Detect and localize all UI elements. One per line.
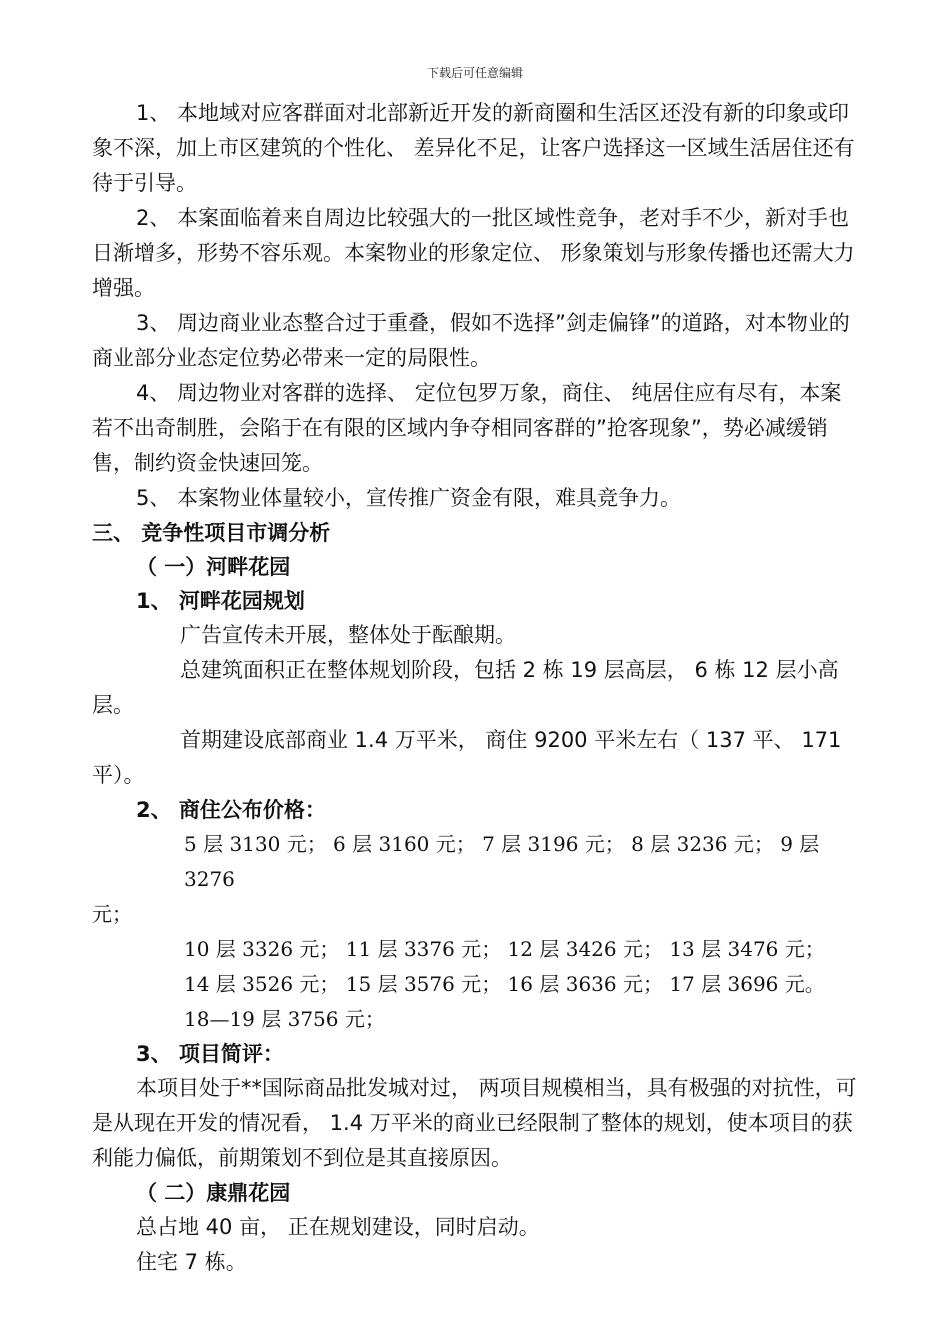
subsection-heading-b: （ 二）康鼎花园 (136, 1181, 291, 1205)
item-heading-a1: 1、 河畔花园规划 (136, 589, 305, 613)
paragraph-3: 3、 周边商业业态整合过于重叠，假如不选择”剑走偏锋”的道路，对本物业的商业部分业态定位势必带来一定的局限性。 (92, 311, 850, 370)
price-line-2: 10 层 3326 元； 11 层 3376 元； 12 层 3426 元； 13 层 3476 元； (184, 937, 825, 961)
paragraph-2: 2、 本案面临着来自周边比较强大的一批区域性竞争，老对手不少，新对手也日渐增多，形势不容乐观。本案物业的形象定位、 形象策划与形象传播也还需大力增强。 (92, 206, 855, 300)
price-line-4: 18—19 层 3756 元； (184, 1007, 385, 1031)
item-heading-a2: 2、 商住公布价格： (136, 798, 326, 822)
document-body (92, 96, 860, 1280)
item-heading-a3: 3、 项目简评： (136, 1042, 284, 1066)
subsection-heading-a: （ 一）河畔花园 (136, 555, 291, 579)
paragraph-b-2: 住宅 7 栋。 (136, 1250, 247, 1274)
paragraph-4: 4、 周边物业对客群的选择、 定位包罗万象，商住、 纯居住应有尽有，本案若不出奇制胜，会陷于在有限的区域内争夺相同客群的”抢客现象”，势必减缓销售，制约资金快速回笼。 (92, 381, 842, 475)
price-line-1: 5 层 3130 元； 6 层 3160 元； 7 层 3196 元； 8 层 3236 元； 9 层 3276 (184, 832, 820, 891)
paragraph-b-1: 总占地 40 亩， 正在规划建设，同时启动。 (136, 1215, 540, 1239)
paragraph-a1-1: 广告宣传未开展，整体处于酝酿期。 (180, 623, 516, 647)
price-line-1-cont: 元； (92, 902, 132, 926)
price-line-3: 14 层 3526 元； 15 层 3576 元； 16 层 3636 元； 17 层 3696 元。 (184, 972, 825, 996)
paragraph-5: 5、 本案物业体量较小，宣传推广资金有限，难具竞争力。 (136, 486, 682, 510)
paragraph-a1-3: 首期建设底部商业 1.4 万平米， 商住 9200 平米左右（ 137 平、 171 平）。 (92, 728, 842, 787)
page-header: 下载后可任意编辑 (426, 66, 523, 80)
paragraph-a1-2: 总建筑面积正在整体规划阶段，包括 2 栋 19 层高层， 6 栋 12 层小高层。 (92, 658, 839, 717)
paragraph-1: 1、 本地域对应客群面对北部新近开发的新商圈和生活区还没有新的印象或印象不深，加上市区建筑的个性化、 差异化不足，让客户选择这一区域生活居住还有待于引导。 (92, 101, 855, 195)
paragraph-a3-1: 本项目处于**国际商品批发城对过， 两项目规模相当，具有极强的对抗性，可是从现在开发的情况看， 1.4 万平米的商业已经限制了整体的规划，使本项目的获利能力偏低，前期策划不到位是其直接原因。 (92, 1076, 857, 1170)
section-heading-3: 三、 竞争性项目市调分析 (92, 521, 331, 545)
